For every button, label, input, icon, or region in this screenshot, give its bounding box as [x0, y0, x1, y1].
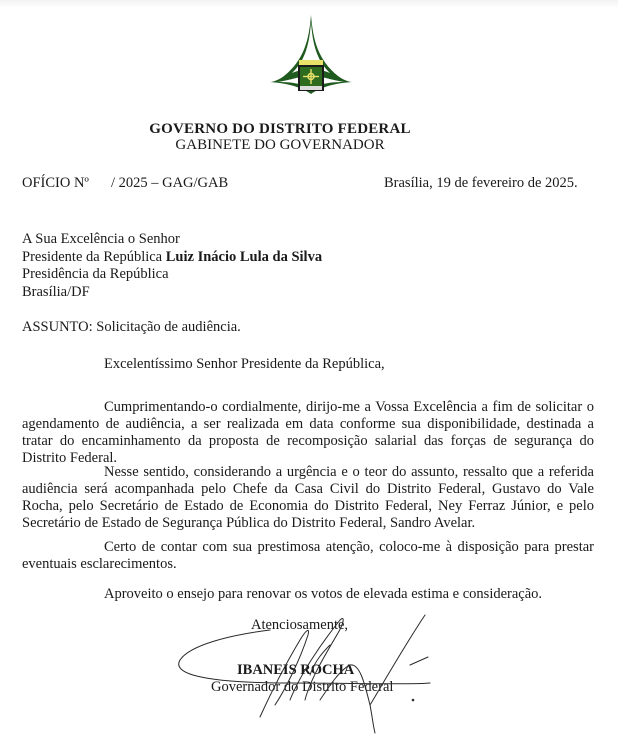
addressee-role: Presidente da República — [22, 248, 166, 265]
place-date: Brasília, 19 de fevereiro de 2025. — [384, 175, 578, 191]
page-top-edge — [0, 0, 618, 8]
addressee-block — [22, 231, 322, 301]
brasilia-coat-of-arms-icon — [268, 12, 354, 98]
organization-title: GOVERNO DO DISTRITO FEDERAL — [149, 121, 411, 137]
signer-title: Governador do Distrito Federal — [211, 679, 394, 695]
body-paragraph: Nesse sentido, considerando a urgência e o teor do assunto, ressalto que a referida audiência será acompanhada pelo Chefe da Casa Civil do Distrito Federal, Gustavo do Vale Rocha, pelo Secretário de Estado de Economia do Distrito Federal, Ney Ferraz Júnior, e pelo Secretário de Estado de Segurança Pública do Distrito Federal, Sandro Avelar. — [22, 464, 594, 531]
addressee-name: Luiz Inácio Lula da Silva — [165, 248, 323, 265]
signer-name: IBANEIS ROCHA — [237, 662, 355, 678]
subject-line: ASSUNTO: Solicitação de audiência. — [22, 319, 241, 335]
addressee-line: Brasília/DF — [22, 283, 90, 300]
body-paragraph: Aproveito o ensejo para renovar os votos de elevada estima e consideração. — [104, 586, 543, 602]
addressee-line: Presidência da República — [22, 266, 169, 282]
addressee-line: A Sua Excelência o Senhor — [22, 231, 180, 247]
oficio-label: OFÍCIO Nº — [22, 175, 89, 191]
oficio-number: / 2025 – GAG/GAB — [110, 175, 229, 191]
closing: Atenciosamente, — [251, 617, 349, 633]
office-title: GABINETE DO GOVERNADOR — [175, 137, 385, 153]
addressee-line — [22, 249, 322, 267]
body-paragraph: Cumprimentando-o cordialmente, dirijo-me a Vossa Excelência a fim de solicitar o agendamento de audiência, a ser realizada em data conforme sua disponibilidade, destinada a tratar do encaminhamento da proposta de recomposição salarial das forças de segurança do Distrito Federal. — [22, 399, 594, 466]
oficio-reference — [22, 175, 228, 192]
body-paragraph: Certo de contar com sua prestimosa atenção, coloco-me à disposição para prestar eventuais esclarecimentos. — [22, 539, 594, 572]
salutation: Excelentíssimo Senhor Presidente da República, — [104, 356, 385, 372]
